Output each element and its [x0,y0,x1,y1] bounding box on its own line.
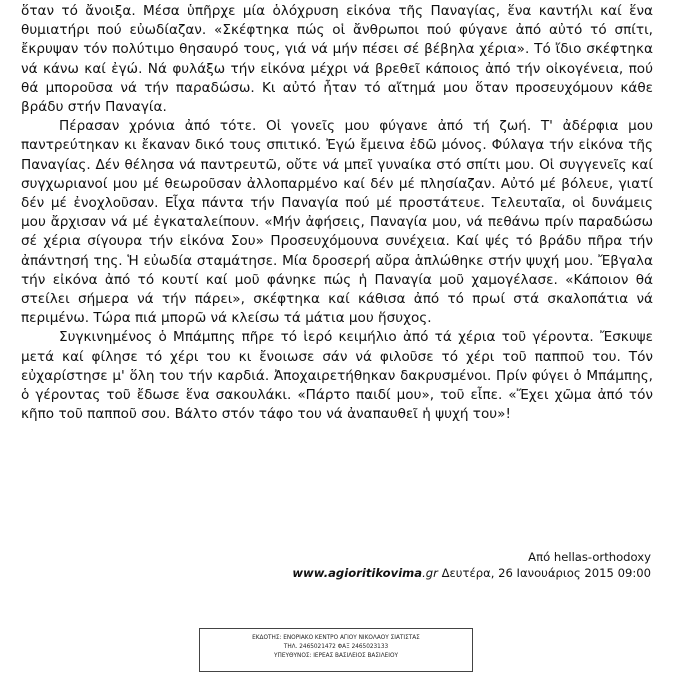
publish-date: Δευτέρα, 26 Ιανουάριος 2015 09:00 [437,566,651,580]
site-link[interactable] [292,566,438,580]
publisher-box [199,628,473,672]
site-tld: .gr [422,566,438,580]
site-name: www.agioritikovima [292,566,423,580]
source-attribution [292,549,651,581]
responsible-line: ΥΠΕΥΘΥΝΟΣ: ΙΕΡΕΑΣ ΒΑΣΙΛΕΙΟΣ ΒΑΣΙΛΕΙΟΥ [274,651,398,659]
paragraph-2: Πέρασαν χρόνια ἀπό τότε. Οἱ γονεῖς μου φύγανε ἀπό τή ζωή. Τ' ἀδέρφια μου παντρεύτηκαν κι ἔκαναν δικό τους σπιτικό. Ἐγώ ἔμεινα ἐδῶ μόνος. Φύλαγα τήν εἰκόνα τῆς Παναγίας. Δέν θέλησα νά παντρευτῶ, οὔτε νά μπεῖ γυναίκα στό σπίτι μου. Οἱ συγγενεῖς καί συγχωριανοί μου μέ θεωροῦσαν ἀλλοπαρμένο καί δέν μέ πλησίαζαν. Αὐτό μέ βόλευε, γιατί δέν μέ ἐνοχλοῦσαν. Εἶχα πάντα τήν Παναγία πού μέ προστάτευε. Τελευταῖα, οἱ δυνάμεις μου ἄρχισαν νά μέ ἐγκαταλείπουν. «Μήν ἀφήσεις, Παναγία μου, νά πεθάνω πρίν παραδώσω σέ χέρια σίγουρα τήν εἰκόνα Σου» Προσευχόμουνα συνέχεια. Καί ψές τό βράδυ πῆρα τήν ἀπάντησή της. Ἡ εὐωδία σταμάτησε. Μία δροσερή αὔρα ἁπλώθηκε στήν ψυχή μου. Ἔβγαλα τήν εἰκόνα ἀπό τό κουτί καί μοῦ φάνηκε πώς ἡ Παναγία μοῦ χαμογέλασε. «Κάποιον θά στείλει σήμερα νά τήν πάρει», σκέφτηκα καί κάθισα ἀπό τό πρωί στά σκαλοπάτια νά περιμένω. Τώρα πιά μπορῶ νά κλείσω τά μάτια μου ἥσυχος. [21,118,653,327]
source-site-line [292,565,651,581]
source-line: Από hellas-orthodoxy [528,550,651,564]
paragraph-3: Συγκινημένος ὁ Μπάμπης πῆρε τό ἱερό κειμήλιο ἀπό τά χέρια τοῦ γέροντα. Ἔσκυψε μετά καί φίλησε τό χέρι του κι ἔνοιωσε σάν νά φιλοῦσε τό χέρι τοῦ παπποῦ του. Τόν εὐχαρίστησε μ' ὅλη του τήν καρδιά. Ἀποχαιρετήθηκαν δακρυσμένοι. Πρίν φύγει ὁ Μπάμπης, ὁ γέροντας τοῦ ἔδωσε ἕνα σακουλάκι. «Πάρτο παιδί μου», τοῦ εἶπε. «Ἔχει χῶμα ἀπό τόν κῆπο τοῦ παπποῦ σου. Βάλτο στόν τάφο του νά ἀναπαυθεῖ ἡ ψυχή του»! [21,329,653,423]
paragraph-1: ὅταν τό ἄνοιξα. Μέσα ὑπῆρχε μία ὁλόχρυση εἰκόνα τῆς Παναγίας, ἕνα καντήλι καί ἕνα θυμιατήρι πού εὐωδίαζαν. «Σκέφτηκα πώς οἱ ἄνθρωποι πού φύγανε ἀπό αὐτό τό σπίτι, ἔκρυψαν τόν πολύτιμο θησαυρό τους, γιά νά μήν πέσει σέ βέβηλα χέρια». Τό ἴδιο σκέφτηκα νά κάνω καί ἐγώ. Νά φυλάξω τήν εἰκόνα μέχρι νά βρεθεῖ κάποιος ἀπό τήν οἰκογένεια, πού θά μποροῦσα νά τήν παραδώσω. Κι αὐτό ἦταν τό αἴτημά μου ὅταν προσευχόμουν κάθε βράδυ στήν Παναγία. [21,3,653,116]
article-body [21,2,653,424]
publisher-line: ΕΚΔΟΤΗΣ: ΕΝΟΡΙΑΚΟ ΚΕΝΤΡΟ ΑΓΙΟΥ ΝΙΚΟΛΑΟΥ ΣΙΑΤΙΣΤΑΣ [252,633,420,641]
contact-line: ΤΗΛ. 2465021472 ΦΑΞ 2465023133 [283,642,389,650]
